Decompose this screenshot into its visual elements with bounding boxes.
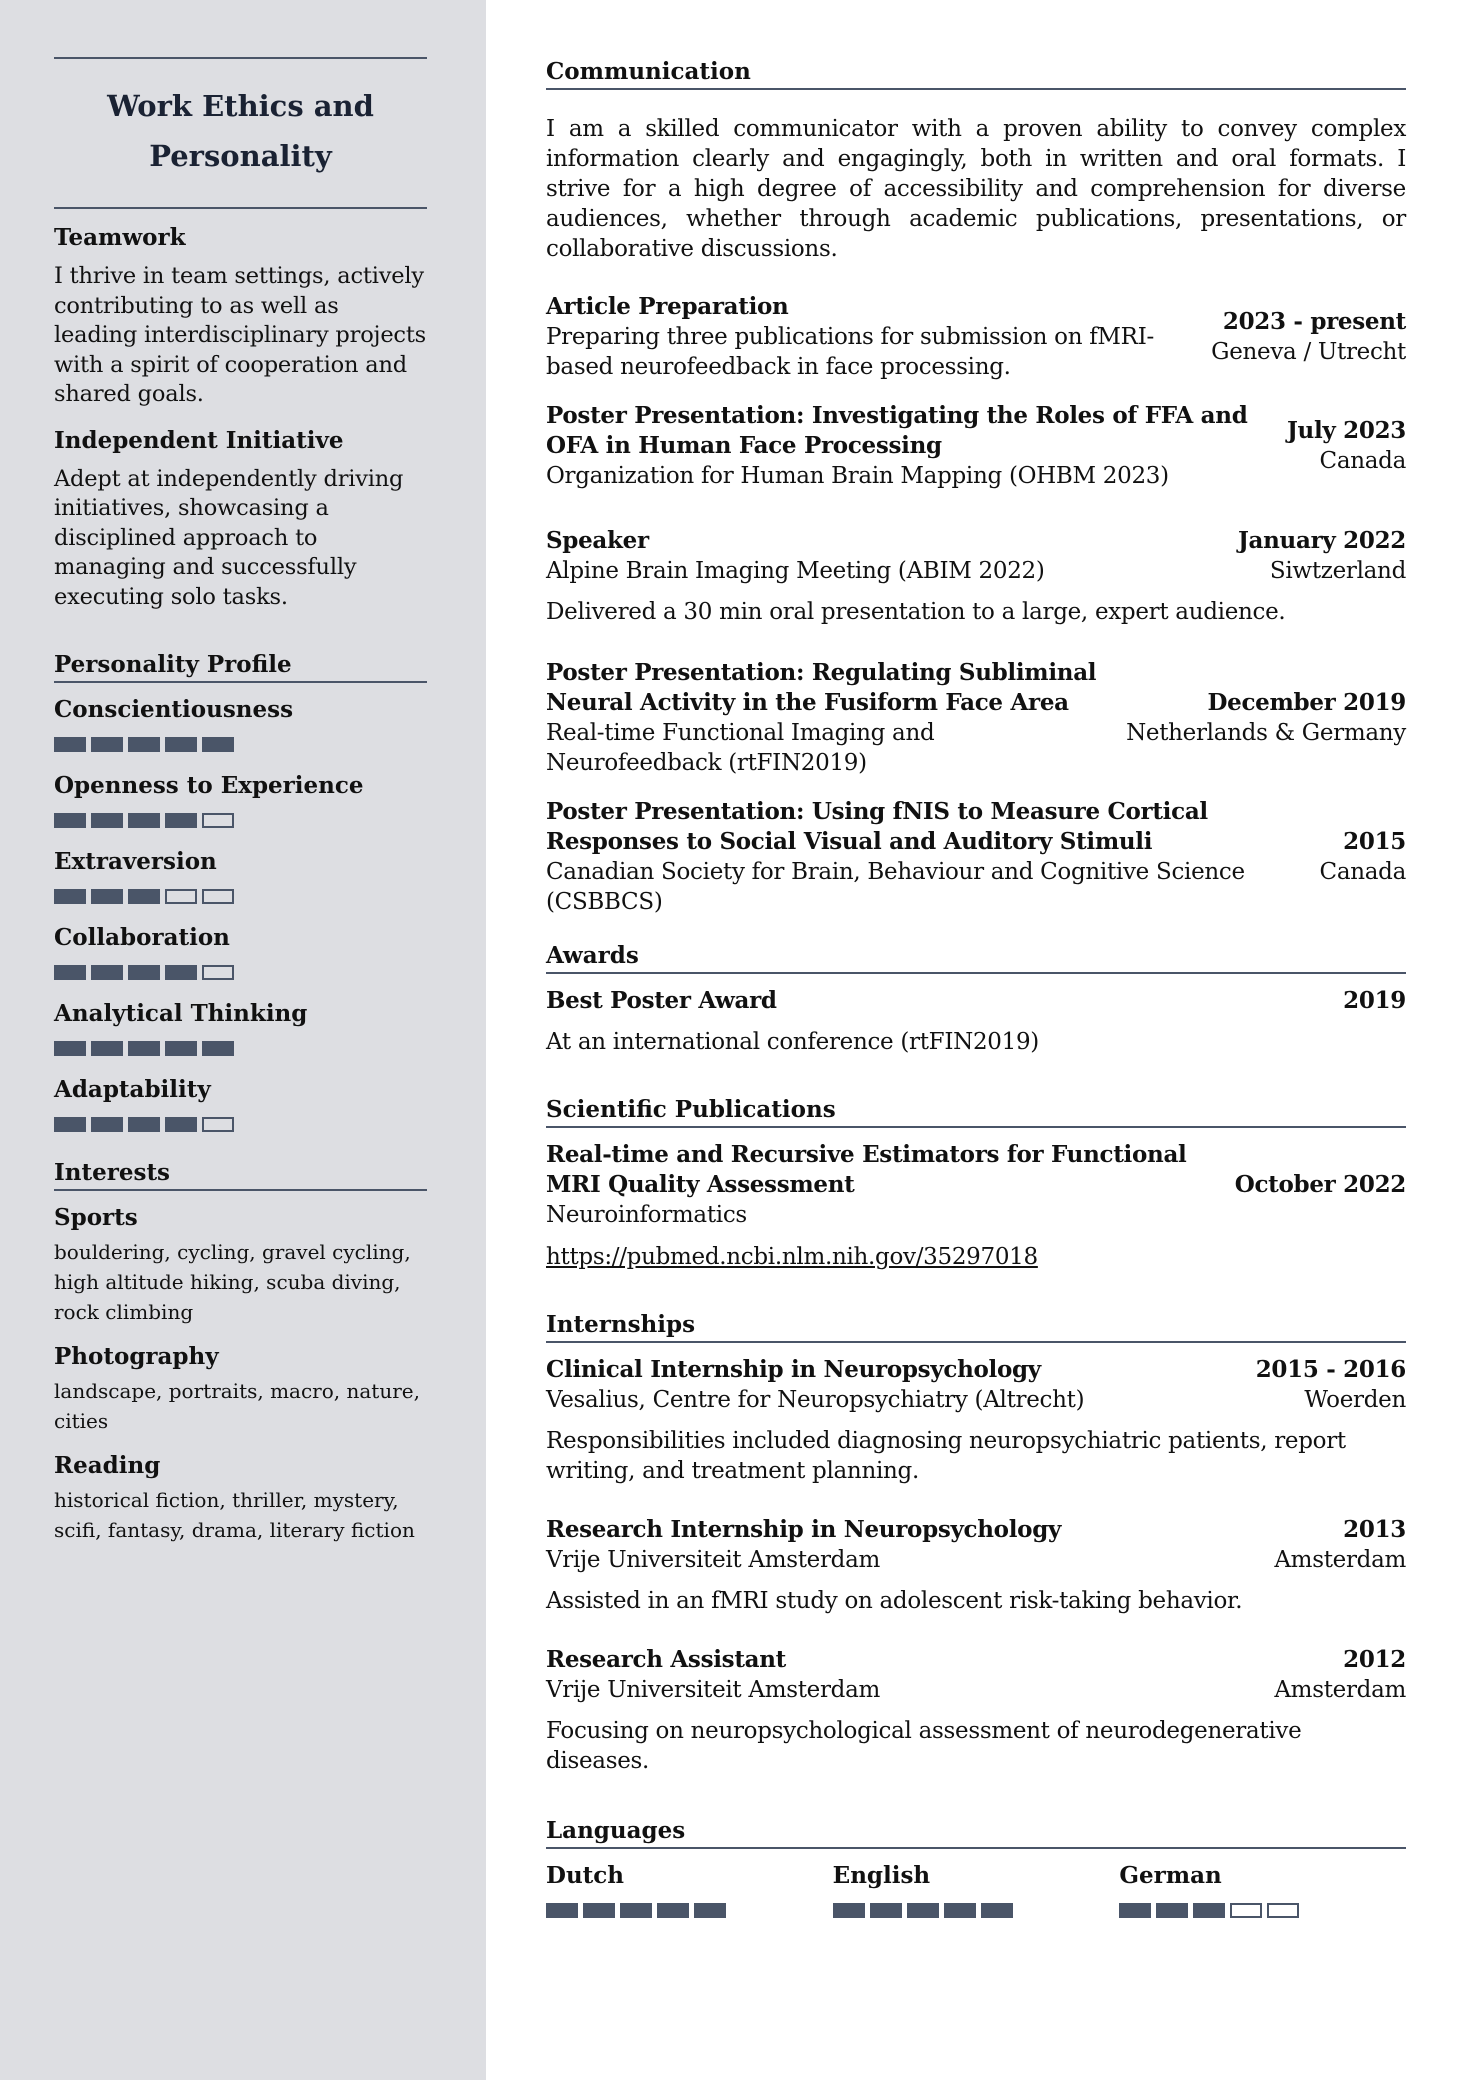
publications-heading: Scientific Publications bbox=[546, 1095, 1406, 1128]
entry-date: 2019 bbox=[1343, 987, 1406, 1014]
entry-organization: Organization for Human Brain Mapping (OHBM 2023) bbox=[546, 463, 1169, 489]
entry-header bbox=[546, 1355, 1406, 1415]
entry bbox=[546, 1140, 1406, 1272]
interest-name: Reading bbox=[54, 1452, 161, 1479]
entry-date: October 2022 bbox=[1234, 1171, 1406, 1198]
interest-text: landscape, portraits, macro, nature, cities bbox=[54, 1379, 420, 1433]
entry-meta bbox=[1235, 1170, 1406, 1200]
entry-description: Responsibilities included diagnosing neuropsychiatric patients, report writing, and treatment planning. bbox=[546, 1428, 1346, 1484]
level-block-filled bbox=[1193, 1903, 1225, 1918]
trait-level-bar bbox=[54, 737, 427, 752]
entry-location: Amsterdam bbox=[1274, 1677, 1406, 1703]
trait-level-bar bbox=[54, 1041, 427, 1056]
level-block-filled bbox=[128, 1041, 160, 1056]
level-block-filled bbox=[54, 1041, 86, 1056]
level-block-filled bbox=[620, 1903, 652, 1918]
entry-date: 2013 bbox=[1343, 1516, 1406, 1543]
level-block-filled bbox=[91, 965, 123, 980]
level-block-filled bbox=[91, 813, 123, 828]
entry-main bbox=[546, 526, 1238, 586]
entry bbox=[546, 401, 1406, 491]
sidebar-title: Work Ethics and Personality bbox=[107, 89, 374, 173]
entry-location: Netherlands & Germany bbox=[1126, 720, 1406, 746]
language-level-bar bbox=[833, 1903, 1120, 1918]
trait-text: I thrive in team settings, actively contributing to as well as leading interdisciplinary projects with a spirit of cooperation and shared goals. bbox=[54, 263, 427, 407]
communication-heading: Communication bbox=[546, 57, 1406, 90]
language-level-bar bbox=[1119, 1903, 1406, 1918]
entry-date: January 2022 bbox=[1237, 527, 1406, 554]
level-block-filled bbox=[165, 1041, 197, 1056]
entry-header bbox=[546, 1645, 1406, 1705]
entry-header bbox=[546, 292, 1406, 382]
entry-main bbox=[546, 658, 1126, 778]
languages-list bbox=[546, 1861, 1406, 1918]
communication-entries bbox=[546, 292, 1406, 917]
level-block-filled bbox=[981, 1903, 1013, 1918]
entry-location: Amsterdam bbox=[1274, 1547, 1406, 1573]
link-wrap bbox=[546, 1242, 1406, 1272]
entry-main bbox=[546, 401, 1287, 491]
entry-organization: Vrije Universiteit Amsterdam bbox=[546, 1677, 881, 1703]
personality-trait bbox=[54, 771, 427, 828]
level-block-filled bbox=[54, 965, 86, 980]
trait-level-bar bbox=[54, 965, 427, 980]
interests-list bbox=[54, 1203, 427, 1545]
entry-date: 2015 bbox=[1343, 828, 1406, 855]
level-block-filled bbox=[165, 813, 197, 828]
level-block-filled bbox=[128, 737, 160, 752]
personality-trait bbox=[54, 923, 427, 980]
trait-heading: Teamwork bbox=[54, 224, 186, 251]
level-block-filled bbox=[583, 1903, 615, 1918]
entry bbox=[546, 797, 1406, 917]
entry-title: Real-time and Recursive Estimators for Functional MRI Quality Assessment bbox=[546, 1141, 1187, 1198]
entry bbox=[546, 1645, 1406, 1776]
interest-name: Photography bbox=[54, 1343, 219, 1370]
level-block-filled bbox=[1119, 1903, 1151, 1918]
level-block-filled bbox=[54, 813, 86, 828]
divider bbox=[54, 207, 427, 209]
internships-entries bbox=[546, 1355, 1406, 1776]
entry-main bbox=[546, 797, 1320, 917]
level-block-empty bbox=[202, 965, 234, 980]
entry-organization: Real-time Functional Imaging and Neurofeedback (rtFIN2019) bbox=[546, 720, 935, 776]
entry-main bbox=[546, 1645, 1274, 1705]
personality-profile-heading: Personality Profile bbox=[54, 650, 427, 683]
trait-name: Collaboration bbox=[54, 924, 230, 951]
personality-trait bbox=[54, 695, 427, 752]
interest-item bbox=[54, 1342, 427, 1436]
level-block-empty bbox=[1267, 1903, 1299, 1918]
entry-organization: Neuroinformatics bbox=[546, 1202, 747, 1228]
entry-meta bbox=[1211, 307, 1406, 367]
entry-title: Speaker bbox=[546, 527, 649, 554]
level-block-filled bbox=[833, 1903, 865, 1918]
entry-header bbox=[546, 526, 1406, 586]
trait-independent-initiative bbox=[54, 426, 427, 613]
level-block-filled bbox=[202, 1041, 234, 1056]
level-block-empty bbox=[1230, 1903, 1262, 1918]
interests-heading: Interests bbox=[54, 1158, 427, 1191]
level-block-filled bbox=[128, 965, 160, 980]
entry-location: Geneva / Utrecht bbox=[1211, 339, 1406, 365]
awards-heading: Awards bbox=[546, 941, 1406, 974]
entry-location: Canada bbox=[1319, 859, 1406, 885]
level-block-empty bbox=[202, 813, 234, 828]
interest-name: Sports bbox=[54, 1204, 138, 1231]
interest-text: historical fiction, thriller, mystery, scifi, fantasy, drama, literary fiction bbox=[54, 1488, 415, 1542]
entry-organization: Canadian Society for Brain, Behaviour and Cognitive Science (CSBBCS) bbox=[546, 859, 1245, 915]
language-item bbox=[833, 1861, 1120, 1918]
entry-date: 2015 - 2016 bbox=[1255, 1356, 1406, 1383]
entry-main bbox=[546, 1515, 1274, 1575]
language-item bbox=[546, 1861, 833, 1918]
trait-name: Extraversion bbox=[54, 848, 217, 875]
entry-description: Assisted in an fMRI study on adolescent risk-taking behavior. bbox=[546, 1588, 1243, 1614]
personality-trait bbox=[54, 999, 427, 1056]
interest-item bbox=[54, 1203, 427, 1327]
entry-header bbox=[546, 986, 1406, 1016]
trait-teamwork bbox=[54, 223, 427, 410]
entry-header bbox=[546, 1515, 1406, 1575]
level-block-filled bbox=[944, 1903, 976, 1918]
level-block-filled bbox=[54, 737, 86, 752]
entry bbox=[546, 986, 1406, 1057]
entry-description: At an international conference (rtFIN2019) bbox=[546, 1029, 1039, 1055]
trait-level-bar bbox=[54, 889, 427, 904]
entry-title: Research Assistant bbox=[546, 1646, 786, 1673]
interest-text: bouldering, cycling, gravel cycling, high altitude hiking, scuba diving, rock climbing bbox=[54, 1240, 411, 1324]
level-block-filled bbox=[54, 889, 86, 904]
trait-name: Adaptability bbox=[54, 1076, 211, 1103]
internships-heading: Internships bbox=[546, 1310, 1406, 1343]
level-block-filled bbox=[128, 813, 160, 828]
entry-meta bbox=[1256, 1355, 1406, 1415]
main-content bbox=[546, 57, 1406, 1918]
awards-entries bbox=[546, 986, 1406, 1057]
language-item bbox=[1119, 1861, 1406, 1918]
trait-level-bar bbox=[54, 813, 427, 828]
entry-title: Poster Presentation: Investigating the Roles of FFA and OFA in Human Face Processing bbox=[546, 402, 1248, 459]
personality-trait bbox=[54, 847, 427, 904]
entry-meta bbox=[1320, 827, 1406, 887]
level-block-empty bbox=[202, 1117, 234, 1132]
language-name: German bbox=[1119, 1862, 1222, 1889]
level-block-filled bbox=[907, 1903, 939, 1918]
interest-item bbox=[54, 1451, 427, 1545]
trait-name: Conscientiousness bbox=[54, 696, 294, 723]
level-block-filled bbox=[91, 1117, 123, 1132]
entry-meta bbox=[1343, 986, 1406, 1016]
trait-heading: Independent Initiative bbox=[54, 426, 344, 454]
entry-description: Focusing on neuropsychological assessment of neurodegenerative diseases. bbox=[546, 1718, 1302, 1774]
entry-title: Article Preparation bbox=[546, 293, 789, 320]
entry-main bbox=[546, 1355, 1256, 1415]
level-block-filled bbox=[1156, 1903, 1188, 1918]
language-level-bar bbox=[546, 1903, 833, 1918]
trait-name: Analytical Thinking bbox=[54, 1000, 308, 1027]
entry-main bbox=[546, 292, 1211, 382]
sidebar-content bbox=[54, 57, 427, 1545]
language-name: Dutch bbox=[546, 1862, 625, 1889]
entry-title: Poster Presentation: Regulating Subliminal Neural Activity in the Fusiform Face Area bbox=[546, 659, 1097, 716]
entry-organization: Vesalius, Centre for Neuropsychiatry (Altrecht) bbox=[546, 1387, 1085, 1413]
entry-title: Poster Presentation: Using fNIS to Measure Cortical Responses to Social Visual and Auditory Stimuli bbox=[546, 798, 1208, 855]
entry bbox=[546, 292, 1406, 382]
entry bbox=[546, 1515, 1406, 1616]
entry-meta bbox=[1274, 1645, 1406, 1705]
level-block-filled bbox=[165, 737, 197, 752]
personality-list bbox=[54, 695, 427, 1132]
entry-location: Woerden bbox=[1304, 1387, 1406, 1413]
entry-meta bbox=[1274, 1515, 1406, 1575]
entry-header bbox=[546, 401, 1406, 491]
personality-trait bbox=[54, 1075, 427, 1132]
level-block-filled bbox=[91, 737, 123, 752]
entry-location: Siwtzerland bbox=[1269, 558, 1406, 584]
entry-title: Research Internship in Neuropsychology bbox=[546, 1516, 1062, 1543]
level-block-filled bbox=[165, 1117, 197, 1132]
entry-date: July 2023 bbox=[1286, 417, 1406, 444]
entry-header bbox=[546, 1140, 1406, 1230]
level-block-filled bbox=[128, 1117, 160, 1132]
languages-heading: Languages bbox=[546, 1816, 1406, 1849]
trait-name: Openness to Experience bbox=[54, 772, 364, 799]
trait-level-bar bbox=[54, 1117, 427, 1132]
publications-entries bbox=[546, 1140, 1406, 1272]
level-block-empty bbox=[165, 889, 197, 904]
sidebar bbox=[0, 0, 486, 2080]
entry-date: December 2019 bbox=[1207, 689, 1406, 716]
entry bbox=[546, 1355, 1406, 1486]
level-block-filled bbox=[870, 1903, 902, 1918]
entry-meta bbox=[1126, 688, 1406, 748]
publication-link[interactable]: https://pubmed.ncbi.nlm.nih.gov/35297018 bbox=[546, 1244, 1038, 1270]
level-block-empty bbox=[202, 889, 234, 904]
entry-organization: Preparing three publications for submission on fMRI-based neurofeedback in face processing. bbox=[546, 324, 1154, 380]
entry-date: 2012 bbox=[1343, 1646, 1406, 1673]
entry-location: Canada bbox=[1319, 448, 1406, 474]
level-block-filled bbox=[54, 1117, 86, 1132]
entry bbox=[546, 526, 1406, 627]
entry-meta bbox=[1238, 526, 1406, 586]
entry bbox=[546, 658, 1406, 778]
communication-summary: I am a skilled communicator with a proven ability to convey complex information clearly and engagingly, both in written and oral formats. I strive for a high degree of accessibility and comprehension for diverse audiences, whether through academic publications, presentations, or collaborative discussions. bbox=[546, 116, 1406, 262]
entry-description: Delivered a 30 min oral presentation to a large, expert audience. bbox=[546, 599, 1286, 625]
entry-title: Best Poster Award bbox=[546, 987, 777, 1014]
entry-organization: Alpine Brain Imaging Meeting (ABIM 2022) bbox=[546, 558, 1045, 584]
level-block-filled bbox=[202, 737, 234, 752]
entry-header bbox=[546, 797, 1406, 917]
level-block-filled bbox=[165, 965, 197, 980]
trait-text: Adept at independently driving initiatives, showcasing a disciplined approach to managing and successfully executing solo tasks. bbox=[54, 465, 404, 610]
entry-main bbox=[546, 1140, 1235, 1230]
entry-organization: Vrije Universiteit Amsterdam bbox=[546, 1547, 881, 1573]
entry-header bbox=[546, 658, 1406, 778]
level-block-filled bbox=[91, 1041, 123, 1056]
entry-main bbox=[546, 986, 1343, 1016]
level-block-filled bbox=[91, 889, 123, 904]
entry-meta bbox=[1287, 416, 1406, 476]
level-block-filled bbox=[546, 1903, 578, 1918]
level-block-filled bbox=[694, 1903, 726, 1918]
entry-title: Clinical Internship in Neuropsychology bbox=[546, 1356, 1041, 1383]
language-name: English bbox=[832, 1862, 931, 1889]
entry-date: 2023 - present bbox=[1222, 308, 1406, 335]
level-block-filled bbox=[657, 1903, 689, 1918]
level-block-filled bbox=[128, 889, 160, 904]
